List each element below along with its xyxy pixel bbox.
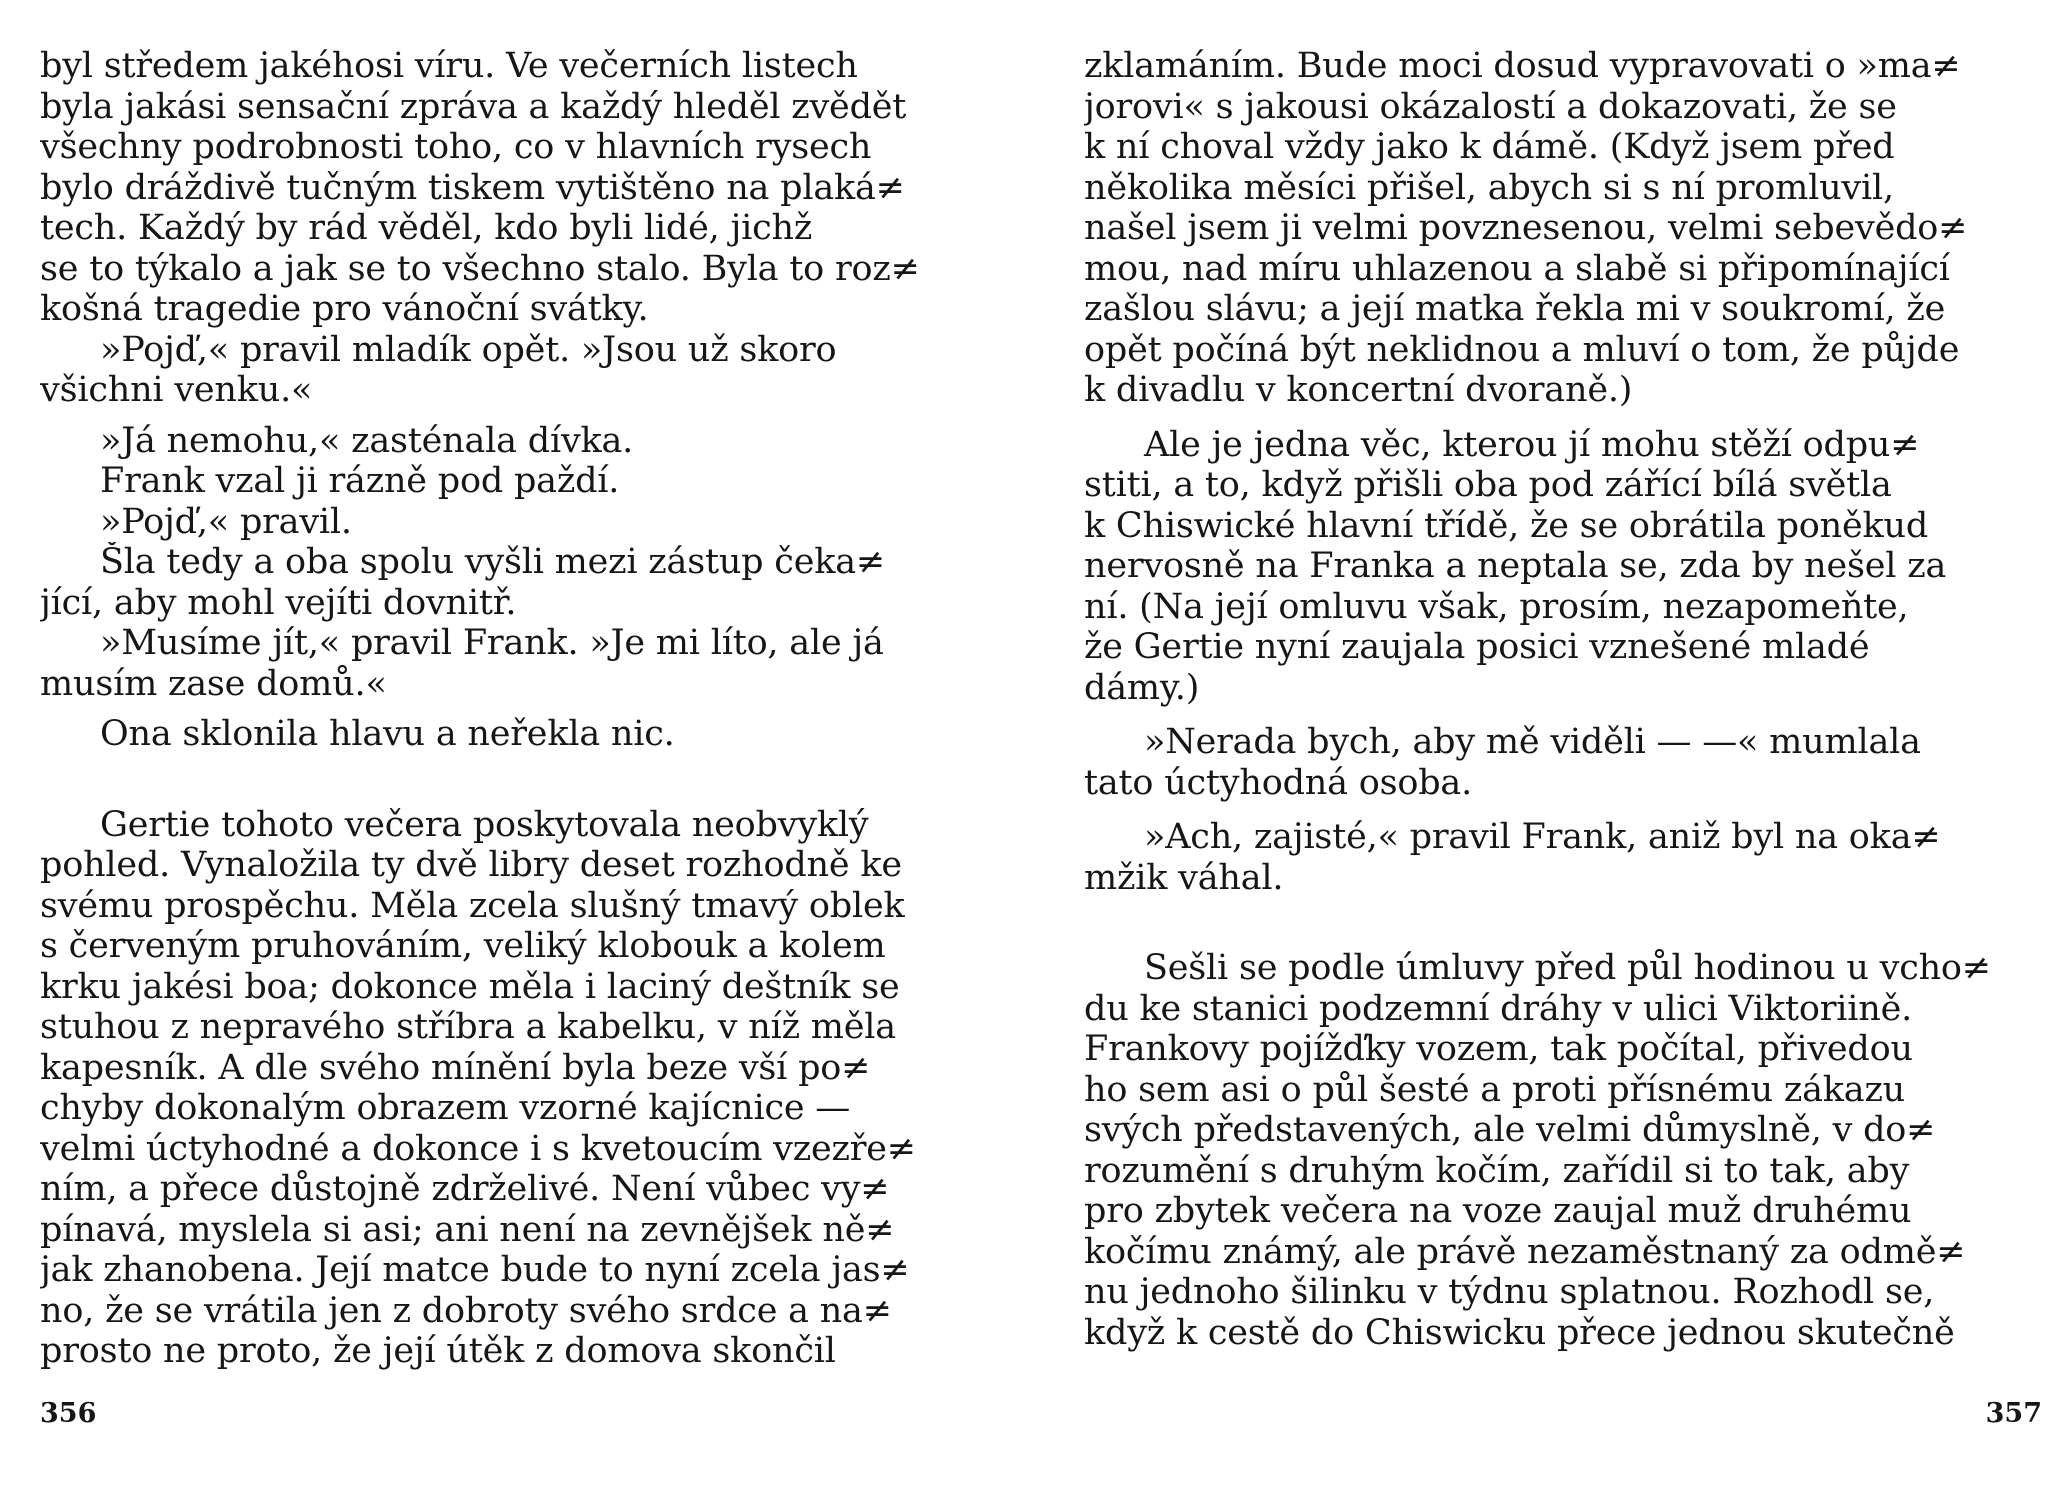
text-line: mžik váhal.: [1084, 857, 1284, 898]
text-line: velmi úctyhodné a dokonce i s kvetoucím vzezře≠: [40, 1128, 916, 1169]
right-text-block: [1084, 46, 2042, 1353]
text-line: k divadlu v koncertní dvoraně.): [1084, 370, 1633, 410]
text-line: byl středem jakéhosi víru. Ve večerních listech: [40, 46, 858, 86]
text-line: k ní choval vždy jako k dámě. (Když jsem před: [1084, 127, 1895, 167]
text-line: Frank vzal ji rázně pod paždí.: [100, 461, 620, 501]
text-line: stiti, a to, když přišli oba pod zářící bílá světla: [1084, 465, 1892, 505]
text-line: Sešli se podle úmluvy před půl hodinou u vcho≠: [1144, 948, 1991, 988]
text-line: ním, a přece důstojně zdrželivé. Není vůbec vy≠: [40, 1169, 890, 1209]
text-line: »Pojď,« pravil mladík opět. »Jsou už skoro: [100, 329, 837, 370]
text-line: byla jakási sensační zpráva a každý hleděl zvědět: [40, 86, 907, 127]
text-line: našel jsem ji velmi povznesenou, velmi sebevědo≠: [1084, 208, 1968, 248]
text-line: rozumění s druhým kočím, zařídil si to tak, aby: [1084, 1150, 1910, 1191]
text-line: nu jednoho šilinku v týdnu splatnou. Rozhodl se,: [1084, 1272, 1935, 1312]
page-number: 357: [1985, 1398, 2042, 1429]
text-line: dámy.): [1084, 667, 1200, 708]
text-line: kapesník. A dle svého mínění byla beze vší po≠: [40, 1047, 871, 1088]
text-line: pro zbytek večera na voze zaujal muž druhému: [1084, 1191, 1912, 1231]
text-line: pohled. Vynaložila ty dvě libry deset rozhodně ke: [40, 845, 902, 885]
text-line: jak zhanobena. Její matce bude to nyní zcela jas≠: [40, 1250, 910, 1290]
text-line: »Pojď,« pravil.: [100, 501, 352, 542]
text-line: svému prospěchu. Měla zcela slušný tmavý oblek: [40, 885, 905, 926]
text-line: jící, aby mohl vejíti dovnitř.: [40, 582, 517, 623]
text-line: nervosně na Franka a neptala se, zda by nešel za: [1084, 546, 1947, 586]
text-line: svých představených, ale velmi důmyslně, v do≠: [1084, 1110, 1936, 1150]
text-line: všechny podrobnosti toho, co v hlavních rysech: [40, 127, 872, 167]
text-line: tato úctyhodná osoba.: [1084, 762, 1473, 803]
text-line: bylo dráždivě tučným tiskem vytištěno na plaká≠: [40, 167, 905, 208]
text-line: mou, nad míru uhlazenou a slabě si připomínající: [1084, 248, 1950, 289]
text-line: košná tragedie pro vánoční svátky.: [40, 289, 649, 329]
text-line: krku jakési boa; dokonce měla i laciný deštník se: [40, 966, 900, 1007]
text-line: chyby dokonalým obrazem vzorné kajícnice —: [40, 1088, 851, 1128]
text-line: se to týkalo a jak se to všechno stalo. Byla to roz≠: [40, 248, 920, 289]
left-text-block: [40, 46, 1003, 1372]
text-line: »Ach, zajisté,« pravil Frank, aniž byl na oka≠: [1144, 817, 1941, 857]
text-line: k Chiswické hlavní třídě, že se obrátila poněkud: [1084, 505, 1929, 546]
page-number: 356: [40, 1398, 97, 1429]
text-line: no, že se vrátila jen z dobroty svého srdce a na≠: [40, 1290, 892, 1331]
text-line: zašlou slávu; a její matka řekla mi v soukromí, že: [1084, 289, 1946, 329]
text-line: musím zase domů.«: [40, 663, 387, 704]
text-line: »Musíme jít,« pravil Frank. »Je mi líto, ale já: [100, 623, 884, 663]
text-line: několika měsíci přišel, abych si s ní promluvil,: [1084, 167, 1894, 208]
text-line: pínavá, myslela si asi; ani není na zevnějšek ně≠: [40, 1209, 895, 1250]
text-line: kočímu známý, ale právě nezaměstnaný za odmě≠: [1084, 1231, 1966, 1272]
text-line: Šla tedy a oba spolu vyšli mezi zástup čeka≠: [100, 542, 886, 582]
text-line: Ona sklonila hlavu a neřekla nic.: [100, 714, 675, 754]
text-line: Frankovy pojížďky vozem, tak počítal, přivedou: [1084, 1029, 1913, 1069]
text-line: všichni venku.«: [40, 370, 313, 410]
text-line: zklamáním. Bude moci dosud vypravovati o »ma≠: [1084, 46, 1961, 86]
text-line: jorovi« s jakousi okázalostí a dokazovati, že se: [1084, 86, 1897, 127]
text-line: »Já nemohu,« zasténala dívka.: [100, 420, 634, 461]
text-line: že Gertie nyní zaujala posici vznešené mladé: [1084, 627, 1870, 667]
text-line: když k cestě do Chiswicku přece jednou skutečně: [1084, 1312, 1955, 1353]
text-line: tech. Každý by rád věděl, kdo byli lidé, jichž: [40, 208, 813, 248]
text-line: Gertie tohoto večera poskytovala neobvyklý: [100, 804, 869, 845]
text-line: s červeným pruhováním, veliký klobouk a kolem: [40, 926, 886, 966]
text-line: du ke stanici podzemní dráhy v ulici Viktoriině.: [1084, 988, 1913, 1029]
text-line: opět počíná být neklidnou a mluví o tom, že půjde: [1084, 329, 1960, 370]
right-page: [1036, 0, 2072, 1500]
text-line: stuhou z nepravého stříbra a kabelku, v níž měla: [40, 1007, 896, 1047]
text-line: Ale je jedna věc, kterou jí mohu stěží odpu≠: [1144, 424, 1920, 465]
text-line: prosto ne proto, že její útěk z domova skončil: [40, 1331, 836, 1371]
text-line: ní. (Na její omluvu však, prosím, nezapomeňte,: [1084, 586, 1909, 627]
text-line: ho sem asi o půl šesté a proti přísnému zákazu: [1084, 1069, 1906, 1110]
text-line: »Nerada bych, aby mě viděli — —« mumlala: [1144, 722, 1921, 762]
